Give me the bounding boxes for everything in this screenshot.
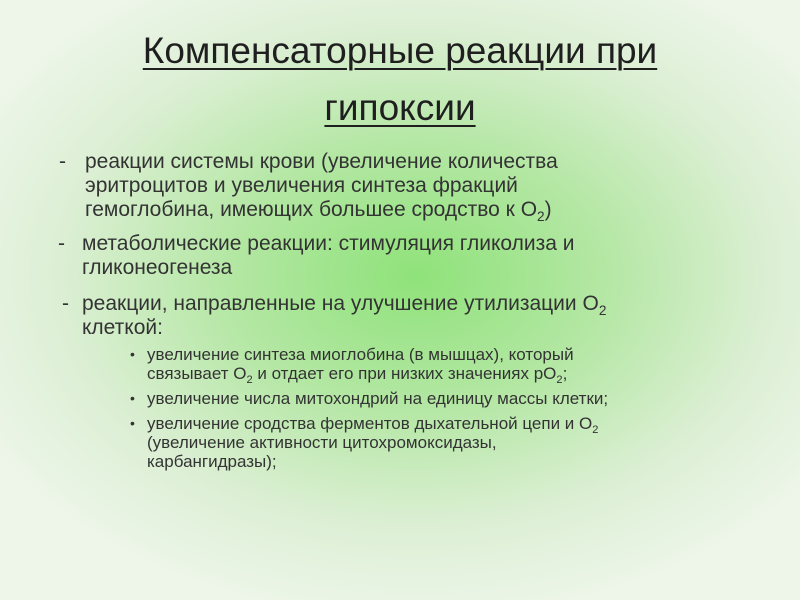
bullet-line: связывает $О_2$ и отдает его при низких значениях $рО_2$; (147, 364, 568, 386)
bullet-marker: • (130, 390, 135, 406)
bullet-line: увеличение сродства ферментов дыхательной цепи и $О_2$ (147, 414, 599, 436)
item-line: реакции системы крови (увеличение количества (85, 150, 558, 173)
bullet-line: (увеличение активности цитохромоксидазы, (147, 433, 497, 452)
item-line: гликонеогенеза (82, 256, 233, 279)
sub-bullet-list (130, 345, 609, 477)
bullet-item-mitochondria (130, 389, 609, 408)
bullet-item-enzymes (130, 414, 608, 471)
list-item-utilization-reactions (62, 292, 607, 340)
dash-marker: - (58, 232, 65, 255)
item-line: эритроцитов и увеличения синтеза фракций (85, 174, 518, 197)
item-line: клеткой: (82, 316, 163, 339)
item-line: метаболические реакции: стимуляция гликолиза и (82, 232, 575, 255)
list-item-blood-reactions (59, 150, 558, 224)
bullet-item-myoglobin (130, 345, 608, 386)
bullet-marker: • (130, 415, 135, 431)
title-line-1: Компенсаторные реакции при (142, 30, 658, 71)
bullet-line: карбангидразы); (147, 452, 277, 471)
bullet-line: увеличение синтеза миоглобина (в мышцах), который (147, 345, 574, 364)
bullet-marker: • (130, 346, 135, 362)
title-line-2: гипоксии (324, 87, 476, 128)
list-item-metabolic-reactions (58, 232, 575, 280)
bullet-line: увеличение числа митохондрий на единицу массы клетки; (147, 389, 609, 408)
slide-title (60, 22, 740, 136)
item-line: гемоглобина, имеющих большее сродство к $О_2$) (85, 198, 552, 224)
dash-marker: - (59, 150, 66, 173)
dash-marker: - (62, 292, 69, 315)
item-line: реакции, направленные на улучшение утилизации $О_2$ (82, 292, 607, 318)
